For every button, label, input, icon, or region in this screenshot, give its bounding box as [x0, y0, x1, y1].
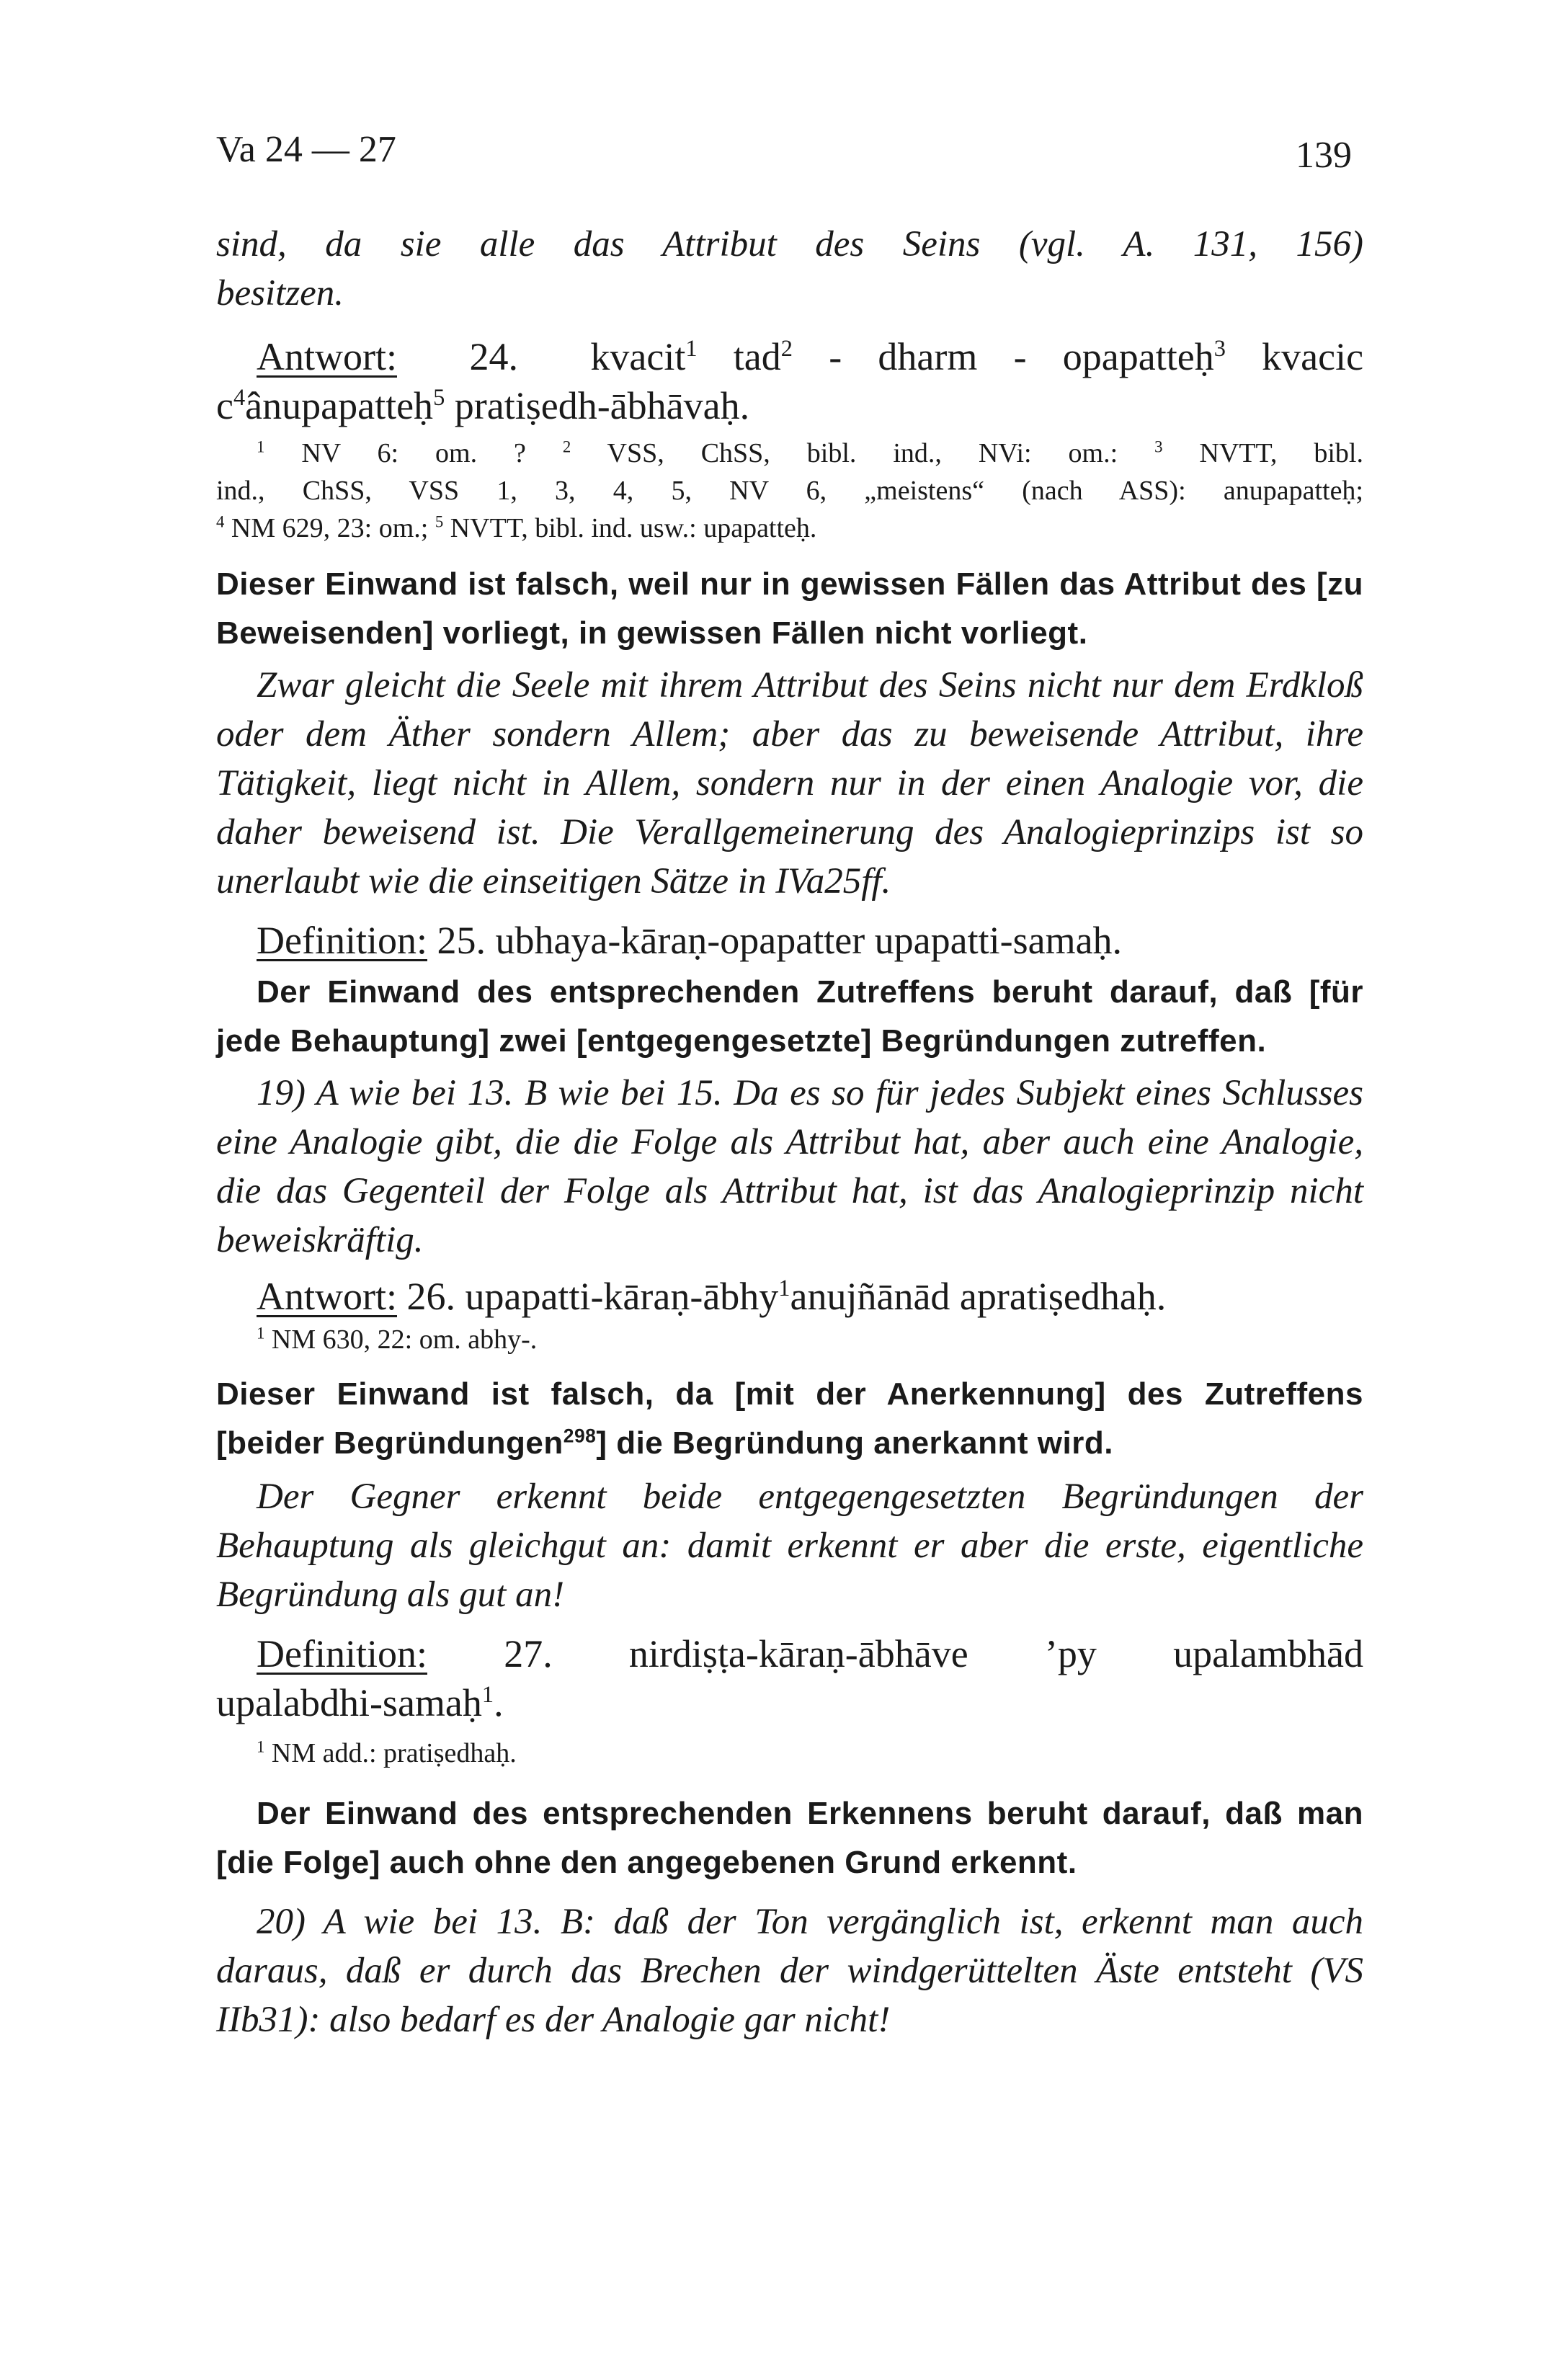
commentary-24: Zwar gleicht die Seele mit ihrem Attribut des Seins nicht nur dem Erdkloß oder dem Äther sondern Allem; aber das zu beweisende Attribut, ihre Tätigkeit, liegt nicht in Allem, sondern nur in der einen Analogie vor, die daher beweisend ist. Die Verallgemeinerung des Analogieprinzips ist so unerlaubt wie die einseitigen Sätze in IVa25ff.	[216, 665, 1363, 901]
footnote-ref: 3	[1213, 336, 1226, 362]
footnote-ref: 2	[780, 336, 793, 362]
footnote-ref: 1	[778, 1275, 790, 1301]
footnotes-27	[216, 1735, 1363, 1772]
translation-25: Der Einwand des entsprechenden Zutreffens beruht darauf, daß [für jede Behauptung] zwei [entgegengesetzte] Begründungen zutreffen.	[216, 974, 1363, 1059]
sutra-text: anujñānād apratiṣedhaḥ.	[790, 1275, 1167, 1318]
footnote-ref: 1	[481, 1682, 494, 1708]
footnotes-26	[216, 1321, 1363, 1358]
translation-27: Der Einwand des entsprechenden Erkennens beruht darauf, daß man [die Folge] auch ohne den angegebenen Grund erkennt.	[216, 1796, 1363, 1880]
footnote-ref: 5	[433, 385, 445, 411]
sutra-label: Antwort:	[257, 335, 397, 378]
footnote-text: VSS, ChSS, bibl. ind., NVi: om.:	[571, 438, 1155, 468]
translation-26	[216, 1370, 1363, 1468]
intro-line: sind, da sie alle das Attribut des Seins (vgl. A. 131, 156)	[216, 224, 1363, 264]
footnote-number: 1	[257, 1737, 265, 1756]
sutra-word: c	[216, 384, 233, 427]
sutra-word: kvacic	[1225, 335, 1364, 378]
translation-text: ] die Begründung anerkannt wird.	[596, 1425, 1113, 1461]
sutra-24	[216, 332, 1363, 430]
footnote-text: NM add.: pratiṣedhaḥ.	[264, 1738, 517, 1768]
sutra-text: .	[494, 1681, 504, 1724]
sutra-word: tad	[733, 335, 781, 378]
translation-24: Dieser Einwand ist falsch, weil nur in gewissen Fällen das Attribut des [zu Beweisenden] vorliegt, in gewissen Fällen nicht vorliegt.	[216, 566, 1363, 651]
intro-line: besitzen.	[216, 273, 344, 313]
sutra-word: pratiṣedh-ābhāvaḥ.	[445, 384, 750, 427]
sutra-word: kvacit	[590, 335, 686, 378]
sutra-label: Definition:	[257, 919, 427, 962]
footnote-number: 2	[562, 437, 571, 456]
sutra-label: Antwort:	[257, 1275, 397, 1318]
footnote-text: NM 630, 22: om. abhy-.	[264, 1324, 538, 1355]
sutra-text: 27. nirdiṣṭa-kāraṇ-ābhāve ’py upalambhād	[427, 1632, 1363, 1675]
sutra-text: 26. upapatti-kāraṇ-ābhy	[397, 1275, 779, 1318]
footnote-text: NVTT, bibl. ind. usw.: upapatteḥ.	[443, 513, 817, 543]
sutra-word: - dharm - opapatteḥ	[792, 335, 1214, 378]
sutra-number: 24.	[469, 335, 518, 378]
sutra-text: 25. ubhaya-kāraṇ-opapatter upapatti-samaḥ.	[427, 919, 1123, 962]
commentary-27: 20) A wie bei 13. B: daß der Ton vergänglich ist, erkennt man auch daraus, daß er durch das Brechen der windgerüttelten Äste entsteht (VS IIb31): also bedarf es der Analogie gar nicht!	[216, 1902, 1363, 2040]
page-header	[216, 128, 1352, 179]
footnote-text: ind., ChSS, VSS 1, 3, 4, 5, NV 6, „meistens“ (nach ASS): anupapatteḥ;	[216, 476, 1363, 506]
footnote-number: 1	[257, 437, 265, 456]
footnote-text: NV 6: om. ?	[264, 438, 563, 468]
footnote-ref: 1	[685, 336, 698, 362]
translation-text: Dieser Einwand ist falsch, da [mit der Anerkennung] des Zutreffens [beider Begründungen	[216, 1376, 1363, 1461]
footnote-text: NVTT, bibl.	[1162, 438, 1363, 468]
footnotes-24	[216, 435, 1363, 547]
footnote-number: 3	[1154, 437, 1163, 456]
footnote-ref: 298	[563, 1425, 597, 1447]
sutra-label: Definition:	[257, 1632, 427, 1675]
sutra-27	[216, 1629, 1363, 1727]
footnote-ref: 4	[233, 385, 246, 411]
sutra-26	[216, 1272, 1363, 1321]
footnote-text: NM 629, 23: om.;	[224, 513, 435, 543]
page-number: 139	[1296, 135, 1352, 176]
running-head: Va 24 — 27	[216, 129, 396, 170]
commentary-26: Der Gegner erkennt beide entgegengesetzten Begründungen der Behauptung als gleichgut an: damit erkennt er aber die erste, eigentliche Begründung als gut an!	[216, 1477, 1363, 1615]
footnote-number: 1	[257, 1324, 265, 1342]
sutra-text: upalabdhi-samaḥ	[216, 1681, 482, 1724]
sutra-word: ânupapatteḥ	[245, 384, 434, 427]
sutra-25	[216, 916, 1363, 965]
intro-commentary	[216, 220, 1363, 318]
footnote-number: 5	[435, 512, 444, 531]
footnote-number: 4	[216, 512, 225, 531]
page-body	[216, 220, 1363, 2044]
commentary-25: 19) A wie bei 13. B wie bei 15. Da es so für jedes Subjekt eines Schlusses eine Analogie gibt, die die Folge als Attribut hat, aber auch eine Analogie, die das Gegenteil der Folge als Attribut hat, ist das Analogieprinzip nicht beweiskräftig.	[216, 1073, 1363, 1260]
